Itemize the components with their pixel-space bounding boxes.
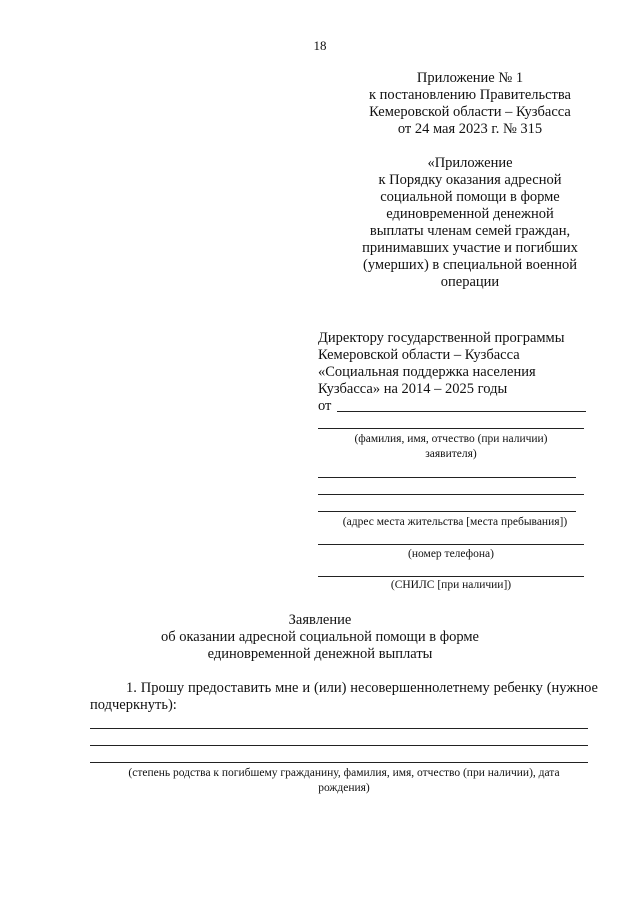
address-fill-line-3[interactable]: [318, 511, 576, 512]
page-number: 18: [313, 38, 327, 53]
relation-caption-cont: рождения): [318, 782, 370, 794]
statement-subtitle: единовременной денежной выплаты: [207, 646, 433, 662]
address-caption: (адрес места жительства [места пребывания]): [342, 516, 568, 528]
snils-fill-line[interactable]: [318, 576, 584, 577]
name-fill-line[interactable]: [318, 428, 584, 429]
sub-appendix-line: «Приложение: [427, 155, 513, 171]
relation-fill-line-1[interactable]: [90, 728, 588, 729]
sub-appendix-header: [315, 155, 625, 291]
relation-fill-line-3[interactable]: [90, 762, 588, 763]
addressee-line: Кузбасса» на 2014 – 2025 годы: [318, 381, 508, 397]
from-fill-line[interactable]: [337, 411, 586, 412]
sub-appendix-line: социальной помощи в форме: [380, 189, 560, 205]
sub-appendix-line: выплаты членам семей граждан,: [369, 223, 571, 239]
name-caption: (фамилия, имя, отчество (при наличии): [354, 433, 548, 445]
addressee-block: [318, 330, 618, 398]
addressee-line: Кемеровской области – Кузбасса: [318, 347, 520, 363]
sub-appendix-line: к Порядку оказания адресной: [378, 172, 562, 188]
statement-title: Заявление: [288, 612, 352, 628]
snils-caption: (СНИЛС [при наличии]): [390, 579, 512, 591]
paragraph-1: 1. Прошу предоставить мне и (или) несовершеннолетнему ребенку (нужное подчеркнуть):: [90, 680, 598, 713]
relation-caption: (степень родства к погибшему гражданину, фамилия, имя, отчество (при наличии), дата: [128, 767, 560, 779]
from-label: от: [318, 398, 332, 414]
from-row: [318, 398, 586, 415]
appendix-line: к постановлению Правительства: [369, 87, 571, 103]
statement-subtitle: об оказании адресной социальной помощи в форме: [160, 629, 479, 645]
relation-fill-line-2[interactable]: [90, 745, 588, 746]
sub-appendix-line: единовременной денежной: [386, 206, 554, 222]
name-caption-cont: заявителя): [425, 448, 477, 460]
addressee-line: «Социальная поддержка населения: [318, 364, 536, 380]
appendix-header: [340, 70, 600, 138]
sub-appendix-line: принимавших участие и погибших: [362, 240, 578, 256]
appendix-line: Кемеровской области – Кузбасса: [369, 104, 571, 120]
address-fill-line-2[interactable]: [318, 494, 584, 495]
statement-title-block: [100, 612, 540, 663]
phone-caption: (номер телефона): [408, 548, 494, 560]
addressee-line: Директору государственной программы: [318, 330, 565, 346]
appendix-line: Приложение № 1: [416, 70, 524, 86]
phone-fill-line[interactable]: [318, 544, 584, 545]
sub-appendix-line: операции: [440, 274, 500, 290]
appendix-line: от 24 мая 2023 г. № 315: [397, 121, 543, 137]
sub-appendix-line: (умерших) в специальной военной: [363, 257, 577, 273]
address-fill-line-1[interactable]: [318, 477, 576, 478]
